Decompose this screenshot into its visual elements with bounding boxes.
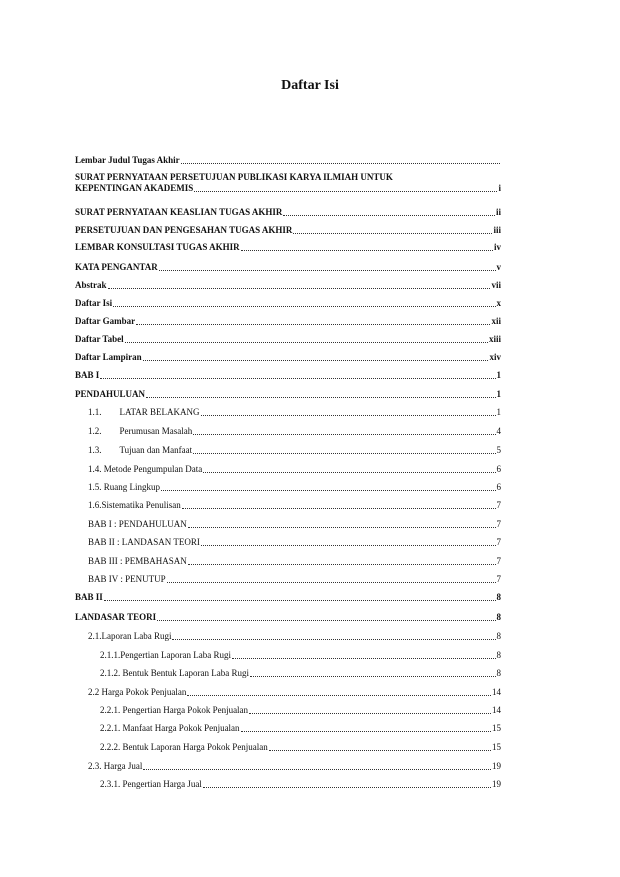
toc-entry [75,172,501,194]
dot-leader [201,415,496,416]
toc-entry [100,668,501,679]
toc-entry [75,262,501,273]
toc-entry [88,464,501,475]
toc-entry-page: 8 [496,592,501,602]
toc-entry-label: Daftar Isi [75,298,113,308]
dot-leader [136,324,490,325]
toc-entry-label: 2.1.1.Pengertian Laporan Laba Rugi [100,650,231,660]
toc-entry [75,389,501,400]
toc-entry [88,687,501,698]
toc-entry-page: x [496,298,501,308]
dot-leader [159,270,496,271]
toc-entry-page: 6 [496,482,501,492]
toc-entry [88,519,501,530]
toc-entry [75,352,501,363]
dot-leader [188,564,496,565]
toc-entry-page: 6 [496,464,501,474]
toc-entry-label: Lembar Judul Tugas Akhir [75,155,180,165]
toc-entry [88,761,501,772]
toc-entry-label: 2.2 Harga Pokok Penjualan [88,687,187,697]
dot-leader [146,397,495,398]
dot-leader [113,306,495,307]
toc-entry-page: xii [491,316,501,326]
toc-entry-page: i [498,183,501,193]
dot-leader [143,360,489,361]
toc-entry [88,631,501,642]
dot-leader [250,676,496,677]
toc-entry-label: 2.3. Harga Jual [88,761,143,771]
toc-entry-label: SURAT PERNYATAAN KEASLIAN TUGAS AKHIR [75,207,283,217]
toc-entry-page: ii [495,207,501,217]
dot-leader [182,508,496,509]
dot-leader [194,191,497,192]
toc-entry-label: 1.5. Ruang Lingkup [88,482,160,492]
toc-entry [100,705,501,716]
dot-leader [167,582,496,583]
dot-leader [157,620,495,621]
toc-entry-label: 1.6.Sistematika Penulisan [88,500,181,510]
toc-entry-page: 14 [492,705,501,715]
toc-entry-page: 1 [496,389,501,399]
dot-leader [188,527,496,528]
toc-entry-label: 2.2.2. Bentuk Laporan Harga Pokok Penjualan [100,742,268,752]
toc-entry-label: LANDASAR TEORI [75,612,157,622]
toc-entry [88,556,501,567]
dot-leader [172,639,495,640]
toc-entry-label: 2.1.2. Bentuk Bentuk Laporan Laba Rugi [100,668,249,678]
dot-leader [181,163,500,164]
toc-entry-label: 2.1.Laporan Laba Rugi [88,631,172,641]
toc-entry-page: xiv [489,352,501,362]
toc-entry [75,155,501,166]
toc-entry-label: Daftar Gambar [75,316,136,326]
toc-entry-label: Daftar Tabel [75,334,124,344]
toc-entry-label-continued: KEPENTINGAN AKADEMIS [75,183,194,193]
toc-entry-page: 1 [496,407,501,417]
dot-leader [241,250,493,251]
toc-entry-page: 15 [492,742,501,752]
toc-entry-page: xiii [488,334,501,344]
dot-leader [100,378,495,379]
dot-leader [269,750,491,751]
toc-entry [100,779,501,790]
toc-entry-label: BAB III : PEMBAHASAN [88,556,187,566]
toc-entry-label: BAB I [75,370,100,380]
toc-entry-label: SURAT PERNYATAAN PERSETUJUAN PUBLIKASI KARYA ILMIAH UNTUK [75,172,393,182]
toc-entry-label: Abstrak [75,280,107,290]
toc-entry [88,426,501,437]
toc-entry-page: 5 [496,445,501,455]
dot-leader [203,472,495,473]
toc-entry-page: 15 [492,723,501,733]
toc-entry-label: 2.2.1. Manfaat Harga Pokok Penjualan [100,723,240,733]
toc-entry-page: v [496,262,501,272]
toc-entry-page: 8 [496,668,501,678]
toc-entry [75,298,501,309]
toc-entry [75,316,501,327]
toc-entry-page: 19 [492,761,501,771]
dot-leader [187,695,491,696]
toc-entry-label: BAB II : LANDASAN TEORI [88,537,200,547]
toc-entry-label: 1.1. LATAR BELAKANG [88,407,200,417]
toc-entry [88,500,501,511]
dot-leader [193,453,495,454]
toc-entry [75,334,501,345]
dot-leader [161,490,496,491]
toc-entry-label: 2.2.1. Pengertian Harga Pokok Penjualan [100,705,249,715]
toc-entry-page: 19 [492,779,501,789]
toc-entry [100,650,501,661]
toc-entry-page: 7 [496,537,501,547]
dot-leader [193,434,495,435]
toc-entry-label: PENDAHULUAN [75,389,146,399]
toc-entry-label: BAB I : PENDAHULUAN [88,519,187,529]
dot-leader [203,787,491,788]
toc-entry [88,537,501,548]
toc-entry-page: iv [493,242,501,252]
toc-entry-label: BAB IV : PENUTUP [88,574,166,584]
toc-entry-page: 8 [496,612,501,622]
toc-entry [75,242,501,253]
toc-entry [88,574,501,585]
toc-entry-page: 8 [496,631,501,641]
dot-leader [283,215,495,216]
toc-entry-page: 7 [496,519,501,529]
toc-entry-label: 1.4. Metode Pengumpulan Data [88,464,203,474]
toc-entry [75,370,501,381]
dot-leader [241,731,491,732]
toc-entry [88,445,501,456]
toc-entry-page: 14 [492,687,501,697]
dot-leader [232,658,496,659]
toc-entry-page: 1 [496,370,501,380]
toc-entry-label: PERSETUJUAN DAN PENGESAHAN TUGAS AKHIR [75,225,293,235]
toc-entry-label: 1.3. Tujuan dan Manfaat [88,445,193,455]
toc-entry-label: KATA PENGANTAR [75,262,158,272]
dot-leader [201,545,496,546]
toc-entry-label: 2.3.1. Pengertian Harga Jual [100,779,202,789]
toc-entry [75,225,501,236]
toc-entry [88,407,501,418]
toc-entry [88,482,501,493]
toc-entry [75,592,501,603]
dot-leader [249,713,491,714]
toc-entry [100,742,501,753]
dot-leader [293,233,492,234]
dot-leader [108,288,491,289]
dot-leader [143,769,491,770]
toc-entry [75,612,501,623]
toc-entry-page: vii [491,280,501,290]
toc-entry [75,280,501,291]
toc-entry [75,207,501,218]
toc-entry-page: 7 [496,556,501,566]
toc-entry-page: 7 [496,500,501,510]
dot-leader [125,342,488,343]
dot-leader [104,600,496,601]
toc-entry-label: BAB II [75,592,103,602]
toc-entry-page: 4 [496,426,501,436]
toc-entry-label: 1.2. Perumusan Masalah [88,426,193,436]
toc-entry-label: LEMBAR KONSULTASI TUGAS AKHIR [75,242,240,252]
page-title: Daftar Isi [281,78,339,93]
toc-entry [100,723,501,734]
toc-entry-page: 8 [496,650,501,660]
toc-entry-label: Daftar Lampiran [75,352,142,362]
toc-entry-page: iii [493,225,501,235]
toc-entry-page: 7 [496,574,501,584]
